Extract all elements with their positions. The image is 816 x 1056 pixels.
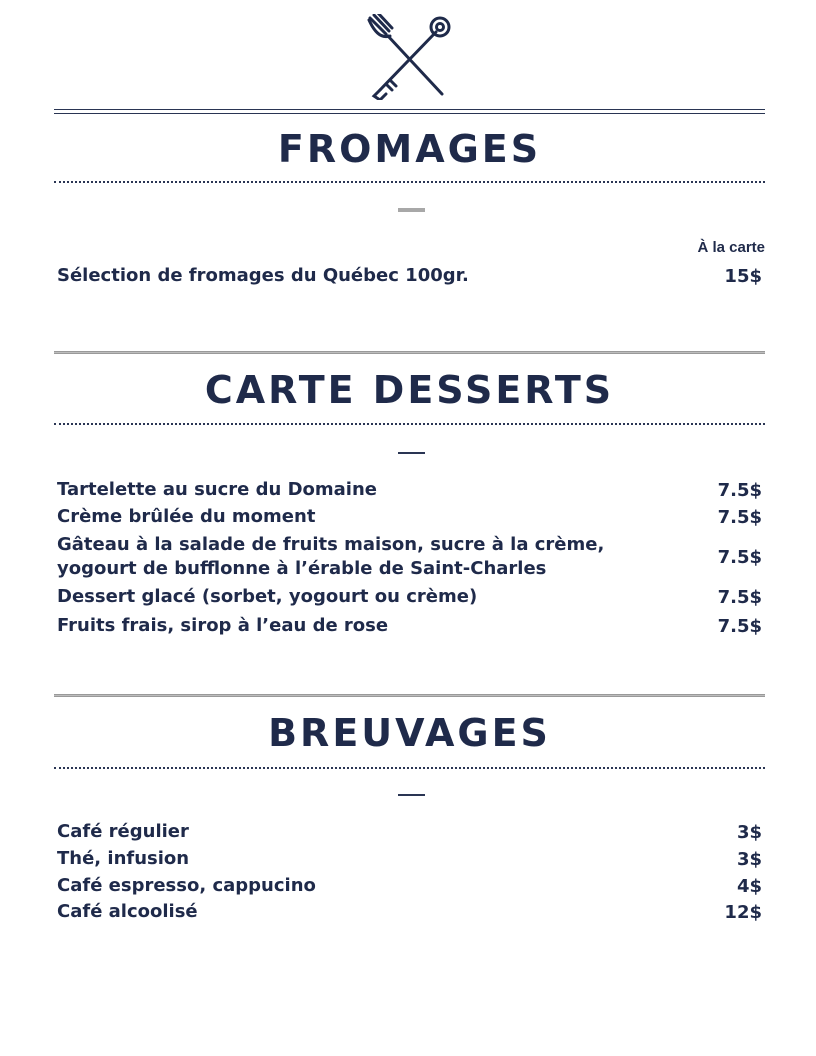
item-price: 3$ [736, 821, 762, 843]
item-price: 7.5$ [717, 615, 762, 637]
item-price: 7.5$ [717, 546, 762, 568]
item-price: 7.5$ [717, 479, 762, 501]
menu-item [57, 613, 765, 639]
item-name: Thé, infusion [57, 848, 190, 869]
menu-item [57, 263, 765, 289]
item-name: Dessert glacé (sorbet, yogourt ou crème) [57, 586, 478, 607]
menu-item [57, 504, 765, 530]
fork-and-key-icon [364, 14, 454, 100]
dotted-divider [54, 423, 765, 425]
item-name: Crème brûlée du moment [57, 506, 316, 527]
section-title-breuvages: BREUVAGES [268, 711, 551, 755]
section-title-fromages: FROMAGES [277, 127, 542, 171]
short-dash [398, 452, 425, 454]
item-name: Café régulier [57, 821, 189, 842]
item-price: 7.5$ [717, 586, 762, 608]
item-name: Tartelette au sucre du Domaine [57, 479, 378, 500]
item-price: 7.5$ [717, 506, 762, 528]
menu-item [57, 899, 765, 925]
section-rule-fromages [54, 109, 765, 114]
menu-item [57, 477, 765, 503]
item-price: 3$ [736, 848, 762, 870]
dotted-divider [54, 181, 765, 183]
menu-item [57, 532, 765, 582]
menu-item [57, 873, 765, 899]
menu-item [57, 846, 765, 872]
menu-item [57, 819, 765, 845]
section-title-desserts: CARTE DESSERTS [204, 368, 615, 412]
short-dash [398, 794, 425, 796]
item-price: 4$ [736, 875, 762, 897]
item-name: Sélection de fromages du Québec 100gr. [57, 265, 469, 286]
dotted-divider [54, 767, 765, 769]
item-name: Gâteau à la salade de fruits maison, sucre à la crème, yogourt de bufflonne à l’érable de Saint-Charles [57, 534, 605, 579]
item-name: Café espresso, cappucino [57, 875, 316, 896]
section-rule-breuvages [54, 694, 765, 697]
item-price: 12$ [724, 901, 762, 923]
menu-item [57, 584, 765, 610]
short-dash [398, 208, 425, 212]
column-header: À la carte [697, 239, 765, 256]
item-name: Café alcoolisé [57, 901, 198, 922]
item-price: 15$ [724, 265, 762, 287]
section-rule-desserts [54, 351, 765, 354]
item-name: Fruits frais, sirop à l’eau de rose [57, 615, 389, 636]
